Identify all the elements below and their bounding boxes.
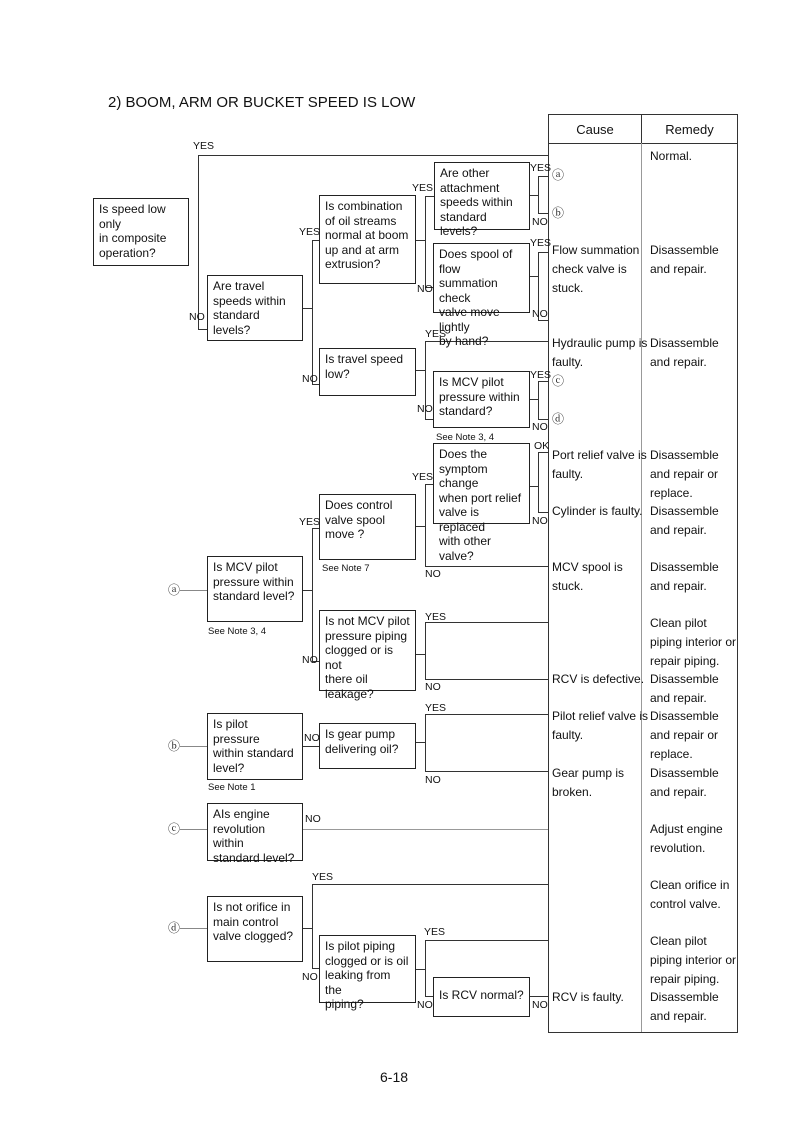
question-pilot-piping-leak: Is pilot piping clogged or is oil leaking from the piping?: [319, 935, 416, 1003]
yes-label: YES: [530, 369, 552, 381]
remedy-disassemble-repair: Disassemble and repair.: [650, 336, 719, 369]
yes-label: YES: [425, 611, 447, 623]
no-label: NO: [417, 403, 433, 415]
yes-label: YES: [299, 226, 321, 238]
cause-pilot-relief: Pilot relief valve is faulty.: [552, 709, 649, 742]
cause-mcv-spool: MCV spool is stuck.: [552, 560, 623, 593]
remedy-disassemble-repair-replace: Disassemble and repair or replace.: [650, 709, 719, 761]
question-pilot-piping-clogged: Is not MCV pilot pressure piping clogged or is not there oil leakage?: [319, 610, 416, 691]
no-label: NO: [417, 999, 433, 1011]
remedy-disassemble-repair-replace: Disassemble and repair or replace.: [650, 448, 719, 500]
question-rcv-normal: Is RCV normal?: [433, 977, 530, 1017]
question-other-attachment-speeds: Are other attachment speeds within standard levels?: [434, 162, 530, 230]
ok-label: OK: [534, 440, 550, 452]
cause-hydraulic-pump: Hydraulic pump is faulty.: [552, 336, 648, 369]
remedy-disassemble-repair: Disassemble and repair.: [650, 766, 719, 799]
no-label: NO: [189, 311, 205, 323]
note-7: See Note 7: [322, 563, 370, 574]
question-pilot-pressure: Is pilot pressure within standard level?: [207, 713, 303, 780]
remedy-disassemble-repair: Disassemble and repair.: [650, 243, 719, 276]
question-control-valve-spool: Does control valve spool move ?: [319, 494, 416, 560]
yes-label: YES: [424, 926, 446, 938]
marker-a: ⓐ: [168, 583, 181, 597]
cause-cylinder: Cylinder is faulty.: [552, 504, 643, 518]
marker-b: ⓑ: [552, 206, 565, 220]
question-mcv-pilot-pressure-1: Is MCV pilot pressure within standard?: [433, 371, 530, 428]
yes-label: YES: [412, 471, 434, 483]
cause-gear-pump: Gear pump is broken.: [552, 766, 625, 799]
yes-label: YES: [530, 237, 552, 249]
marker-c: ⓒ: [168, 822, 181, 836]
cause-rcv-faulty: RCV is faulty.: [552, 990, 624, 1004]
no-label: NO: [532, 515, 548, 527]
remedy-adjust-engine: Adjust engine revolution.: [650, 822, 723, 855]
remedy-clean-pilot-piping: Clean pilot piping interior or repair piping.: [650, 934, 737, 986]
note-3-4: See Note 3, 4: [208, 626, 267, 637]
question-travel-speed-low: Is travel speed low?: [319, 348, 416, 396]
marker-a: ⓐ: [552, 168, 565, 182]
no-label: NO: [425, 568, 441, 580]
question-oil-stream-combination: Is combination of oil streams normal at boom up and at arm extrusion?: [319, 195, 416, 284]
question-engine-revolution: AIs engine revolution within standard level?: [207, 803, 303, 861]
question-gear-pump: Is gear pump delivering oil?: [319, 723, 416, 769]
no-label: NO: [532, 421, 548, 433]
page-number: 6-18: [380, 1069, 409, 1085]
page-title: 2) BOOM, ARM OR BUCKET SPEED IS LOW: [108, 94, 416, 111]
yes-label: YES: [412, 182, 434, 194]
no-label: NO: [532, 308, 548, 320]
remedy-normal: Normal.: [650, 149, 693, 163]
note-1: See Note 1: [208, 782, 256, 793]
yes-label: YES: [425, 702, 447, 714]
remedy-disassemble-repair: Disassemble and repair.: [650, 990, 719, 1023]
question-flow-summation-spool: Does spool of flow summation check valve move lightly by hand?: [433, 243, 530, 313]
cause-port-relief: Port relief valve is faulty.: [552, 448, 647, 481]
remedy-column-header: Remedy: [665, 122, 714, 137]
note-3-4: See Note 3, 4: [436, 432, 495, 443]
yes-label: YES: [530, 162, 552, 174]
yes-label: YES: [312, 871, 334, 883]
cause-column-header: Cause: [576, 122, 614, 137]
marker-b: ⓑ: [168, 739, 181, 753]
yes-label: YES: [425, 328, 447, 340]
question-orifice-clogged: Is not orifice in main control valve clogged?: [207, 896, 303, 962]
no-label: NO: [302, 373, 318, 385]
question-composite-operation: Is speed low only in composite operation?: [93, 198, 189, 266]
question-travel-speeds: Are travel speeds within standard levels?: [207, 275, 303, 341]
no-label: NO: [302, 971, 318, 983]
question-mcv-pilot-pressure-2: Is MCV pilot pressure within standard level?: [207, 556, 303, 622]
no-label: NO: [425, 681, 441, 693]
marker-d: ⓓ: [552, 412, 565, 426]
yes-label: YES: [193, 140, 215, 152]
yes-label: YES: [299, 516, 321, 528]
no-label: NO: [305, 813, 321, 825]
marker-c: ⓒ: [552, 374, 565, 388]
remedy-disassemble-repair: Disassemble and repair.: [650, 560, 719, 593]
no-label: NO: [304, 732, 320, 744]
no-label: NO: [417, 283, 433, 295]
no-label: NO: [302, 654, 318, 666]
remedy-clean-orifice: Clean orifice in control valve.: [650, 878, 730, 911]
marker-d: ⓓ: [168, 921, 181, 935]
remedy-clean-pilot-piping: Clean pilot piping interior or repair piping.: [650, 616, 737, 668]
no-label: NO: [425, 774, 441, 786]
no-label: NO: [532, 216, 548, 228]
question-port-relief-symptom: Does the symptom change when port relief valve is replaced with other valve?: [433, 443, 530, 524]
remedy-disassemble-repair: Disassemble and repair.: [650, 504, 719, 537]
cause-flow-summation: Flow summation check valve is stuck.: [552, 243, 640, 295]
remedy-disassemble-repair: Disassemble and repair.: [650, 672, 719, 705]
no-label: NO: [532, 999, 548, 1011]
cause-rcv-defective: RCV is defective.: [552, 672, 645, 686]
